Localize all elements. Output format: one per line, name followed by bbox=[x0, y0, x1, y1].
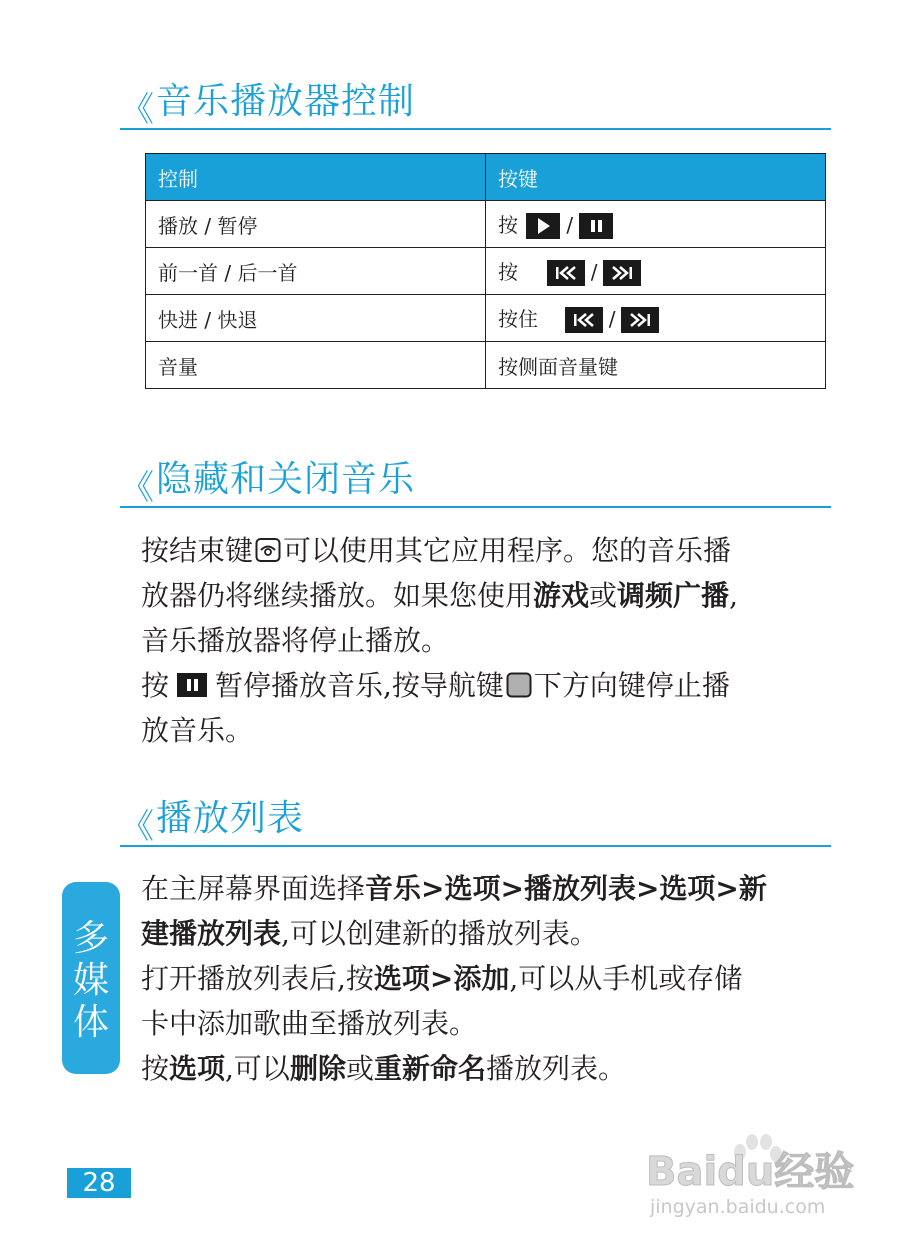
table-row bbox=[146, 342, 826, 389]
bold-term: 调频广播 bbox=[617, 579, 730, 612]
text-run: 按 bbox=[141, 1052, 170, 1085]
control-cell: 播放 / 暂停 bbox=[146, 201, 486, 248]
playlist-paragraph bbox=[141, 866, 841, 1091]
text-line bbox=[141, 528, 841, 573]
previous-track-icon bbox=[565, 307, 603, 333]
bold-term: 删除 bbox=[289, 1052, 346, 1085]
text-run: 暂停播放音乐,按导航键 bbox=[215, 669, 504, 702]
text-run: 在主屏幕界面选择 bbox=[141, 872, 366, 905]
text-run: 按 bbox=[141, 669, 170, 702]
play-icon bbox=[526, 213, 560, 239]
bold-term: 重新命名 bbox=[373, 1052, 486, 1085]
header-key: 按键 bbox=[486, 154, 826, 201]
text-run: ,可以创建新的播放列表。 bbox=[281, 917, 598, 950]
text-run: 打开播放列表后,按 bbox=[141, 962, 374, 995]
text-line bbox=[141, 866, 841, 911]
section-title-playlist bbox=[120, 795, 831, 847]
section-title-hide-close-music bbox=[120, 456, 831, 508]
section-heading: 播放列表 bbox=[156, 798, 305, 839]
separator: / bbox=[608, 306, 616, 331]
section-heading: 音乐播放器控制 bbox=[156, 81, 416, 122]
next-track-icon bbox=[603, 260, 641, 286]
key-prefix: 按 bbox=[498, 212, 518, 237]
previous-track-icon bbox=[547, 260, 585, 286]
bold-term: 选项 bbox=[169, 1052, 226, 1085]
text-run: 或 bbox=[345, 1052, 374, 1085]
text-run: 可以使用其它应用程序。您的音乐播 bbox=[283, 534, 732, 567]
header-control: 控制 bbox=[146, 154, 486, 201]
text-line bbox=[141, 1046, 841, 1091]
text-run: 按结束键 bbox=[141, 534, 254, 567]
hide-close-paragraph bbox=[141, 528, 841, 753]
key-cell: 按侧面音量键 bbox=[486, 342, 826, 389]
key-cell bbox=[486, 201, 826, 248]
control-cell: 快进 / 快退 bbox=[146, 295, 486, 342]
text-line bbox=[141, 911, 841, 956]
chapter-tab-multimedia bbox=[62, 882, 120, 1074]
text-run: 播放列表。 bbox=[485, 1052, 626, 1085]
text-line bbox=[141, 663, 841, 708]
text-line bbox=[141, 956, 841, 1001]
bold-term: 音乐>选项>播放列表>选项>新 bbox=[365, 872, 767, 905]
navigation-key-icon bbox=[506, 672, 532, 698]
key-cell bbox=[486, 248, 826, 295]
text-run: , bbox=[729, 579, 738, 612]
table-row bbox=[146, 248, 826, 295]
watermark-brand: Baidu经验 bbox=[646, 1149, 855, 1195]
pause-icon bbox=[177, 673, 207, 697]
chapter-tab-label: 多媒体 bbox=[72, 918, 109, 1043]
page-number: 28 bbox=[67, 1168, 131, 1198]
text-line: 放音乐。 bbox=[141, 714, 254, 747]
text-run: ,可以从手机或存储 bbox=[509, 962, 743, 995]
separator: / bbox=[590, 259, 598, 284]
text-run: 下方向键停止播 bbox=[533, 669, 730, 702]
watermark-url: jingyan.baidu.com bbox=[650, 1196, 826, 1218]
text-run: 或 bbox=[589, 579, 618, 612]
pause-icon bbox=[579, 213, 613, 239]
chevron-icon: 《 bbox=[120, 90, 154, 130]
bold-term: 游戏 bbox=[533, 579, 590, 612]
control-table bbox=[145, 153, 826, 389]
control-cell: 前一首 / 后一首 bbox=[146, 248, 486, 295]
table-header-row bbox=[146, 154, 826, 201]
text-run: 放器仍将继续播放。如果您使用 bbox=[141, 579, 534, 612]
key-cell bbox=[486, 295, 826, 342]
section-heading: 隐藏和关闭音乐 bbox=[156, 459, 416, 500]
bold-term: 建播放列表 bbox=[141, 917, 282, 950]
text-run: ,可以 bbox=[225, 1052, 290, 1085]
baidu-watermark bbox=[638, 1130, 868, 1230]
text-line: 音乐播放器将停止播放。 bbox=[141, 624, 450, 657]
end-key-icon bbox=[255, 537, 281, 563]
separator: / bbox=[566, 212, 574, 237]
bold-term: 选项>添加 bbox=[373, 962, 510, 995]
chevron-icon: 《 bbox=[120, 468, 154, 508]
table-row bbox=[146, 201, 826, 248]
next-track-icon bbox=[621, 307, 659, 333]
chevron-icon: 《 bbox=[120, 807, 154, 847]
section-title-music-player-control bbox=[120, 78, 831, 130]
control-cell: 音量 bbox=[146, 342, 486, 389]
text-line bbox=[141, 573, 841, 618]
key-prefix: 按住 bbox=[498, 306, 538, 331]
table-row bbox=[146, 295, 826, 342]
text-line: 卡中添加歌曲至播放列表。 bbox=[141, 1007, 478, 1040]
key-prefix: 按 bbox=[498, 259, 518, 284]
